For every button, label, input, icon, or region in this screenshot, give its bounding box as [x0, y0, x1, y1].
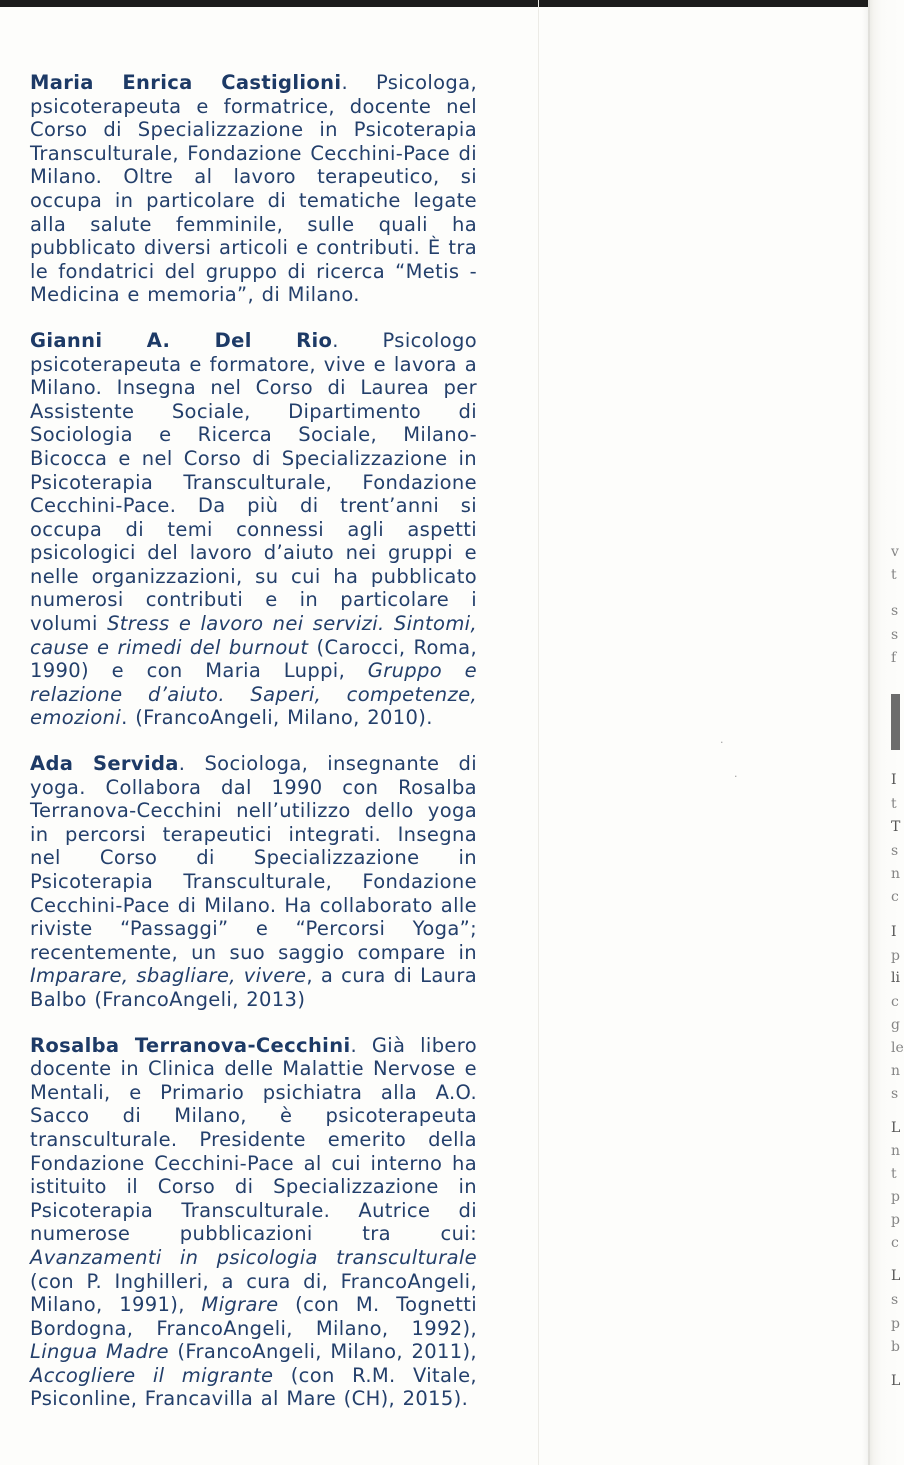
bio-name: Maria Enrica Castiglioni — [30, 71, 342, 94]
facing-page-fragment: b — [891, 1339, 900, 1355]
bio-paragraph: Ada Servida. Sociologa, insegnante di yoga. Collabora dal 1990 con Rosalba Terranova-Cecchini nell’utilizzo dello yoga in percorsi terapeutici integrati. Insegna nel Corso di Specializzazione in Psicoterapia Transculturale, Fondazione Cecchini-Pace di Milano. Ha collaborato alle riviste “Passaggi” e “Percorsi Yoga”; recentemente, un suo saggio compare in Imparare, sbagliare, vivere, a cura di Laura Balbo (FrancoAngeli, 2013) — [30, 752, 477, 1011]
facing-page-fragment: v — [891, 544, 899, 560]
bio-name: Gianni A. Del Rio — [30, 328, 333, 352]
facing-page-fragment: L — [891, 1373, 901, 1389]
page-fold-line — [538, 0, 539, 1465]
facing-page-fragment: li — [891, 970, 900, 986]
bio-paragraph: Maria Enrica Castiglioni. Psicologa, psicoterapeuta e formatrice, docente nel Corso di Specializzazione in Psicoterapia Transculturale, Fondazione Cecchini-Pace di Milano. Oltre al lavoro terapeutico, si occupa in particolare di tematiche legate alla salute femminile, sulle quali ha pubblicato diversi articoli e contributi. È tra le fondatrici del gruppo di ricerca “Metis - Medicina e memoria”, di Milano. — [30, 71, 477, 307]
facing-page-fragment: c — [891, 994, 899, 1010]
facing-page-fragment: n — [891, 866, 901, 882]
bio-name: Ada Servida — [30, 752, 179, 776]
facing-page-fragment: p — [891, 1212, 900, 1228]
facing-page-fragment: c — [891, 889, 899, 905]
book-title: Lingua Madre — [30, 1340, 169, 1364]
facing-page-fragment: p — [891, 1316, 900, 1332]
book-title: Migrare — [201, 1293, 279, 1317]
bio-name: Rosalba Terranova-Cecchini — [30, 1033, 351, 1057]
facing-page-fragment: t — [891, 1166, 897, 1182]
book-title: Stress e lavoro nei servizi. Sintomi, cause e rimedi del burnout — [30, 612, 477, 659]
top-page-edge — [0, 0, 900, 7]
facing-page-fragment: t — [891, 567, 897, 583]
facing-page-fragment: s — [891, 1292, 899, 1308]
book-title: Gruppo e relazione d’aiuto. Saperi, competenze, emozioni — [30, 659, 477, 730]
facing-page-fragment: I — [891, 924, 897, 940]
facing-page-fragment: s — [891, 1086, 899, 1102]
facing-page-fragment: n — [891, 1063, 901, 1079]
facing-page-gray-block — [891, 694, 900, 750]
facing-page-fragment: c — [891, 1235, 899, 1251]
facing-page-fragment: t — [891, 796, 897, 812]
facing-page-fragment: L — [891, 1268, 901, 1284]
paper-speck: · — [734, 770, 738, 783]
facing-page-fragment: s — [891, 627, 899, 643]
facing-page-fragment: L — [891, 1120, 901, 1136]
gutter-shadow — [862, 0, 870, 1465]
bio-paragraph: Gianni A. Del Rio. Psicologo psicoterapeuta e formatore, vive e lavora a Milano. Insegna nel Corso di Laurea per Assistente Sociale, Dipartimento di Sociologia e Ricerca Sociale, Milano-Bicocca e nel Corso di Specializzazione in Psicoterapia Transculturale, Fondazione Cecchini-Pace. Da più di trent’anni si occupa di temi connessi agli aspetti psicologici del lavoro d’aiuto nei gruppi e nelle organizzazioni, su cui ha pubblicato numerosi contributi e in particolare i volumi Stress e lavoro nei servizi. Sintomi, cause e rimedi del burnout (Carocci, Roma, 1990) e con Maria Luppi, Gruppo e relazione d’aiuto. Saperi, competenze, emozioni. (FrancoAngeli, Milano, 2010). — [30, 328, 478, 730]
bio-column — [30, 71, 477, 1431]
facing-page-fragment: n — [891, 1143, 901, 1159]
book-title: Imparare, sbagliare, vivere — [30, 964, 307, 988]
facing-page-fragment: p — [891, 948, 900, 964]
facing-page-fragment: f — [891, 650, 897, 666]
facing-page-fragment: I — [891, 772, 897, 788]
facing-page-fragment: T — [891, 819, 901, 835]
book-title: Avanzamenti in psicologia transculturale — [30, 1245, 477, 1269]
paper-speck: · — [720, 736, 724, 749]
facing-page-fragment: g — [891, 1017, 900, 1033]
facing-page-fragment: s — [891, 843, 899, 859]
book-title: Accogliere il migrante — [30, 1363, 274, 1387]
facing-page-fragment: le — [891, 1040, 904, 1056]
facing-page-fragment: s — [891, 603, 899, 619]
bio-paragraph: Rosalba Terranova-Cecchini. Già libero docente in Clinica delle Malattie Nervose e Mentali, e Primario psichiatra alla A.O. Sacco di Milano, è psicoterapeuta transculturale. Presidente emerito della Fondazione Cecchini-Pace al cui interno ha istituito il Corso di Specializzazione in Psicoterapia Transculturale. Autrice di numerose pubblicazioni tra cui: Avanzamenti in psicologia transculturale (con P. Inghilleri, a cura di, FrancoAngeli, Milano, 1991), Migrare (con M. Tognetti Bordogna, FrancoAngeli, Milano, 1992), Lingua Madre (FrancoAngeli, Milano, 2011), Accogliere il migrante (con R.M. Vitale, Psiconline, Francavilla al Mare (CH), 2015). — [30, 1033, 477, 1411]
facing-page-fragment: p — [891, 1189, 900, 1205]
